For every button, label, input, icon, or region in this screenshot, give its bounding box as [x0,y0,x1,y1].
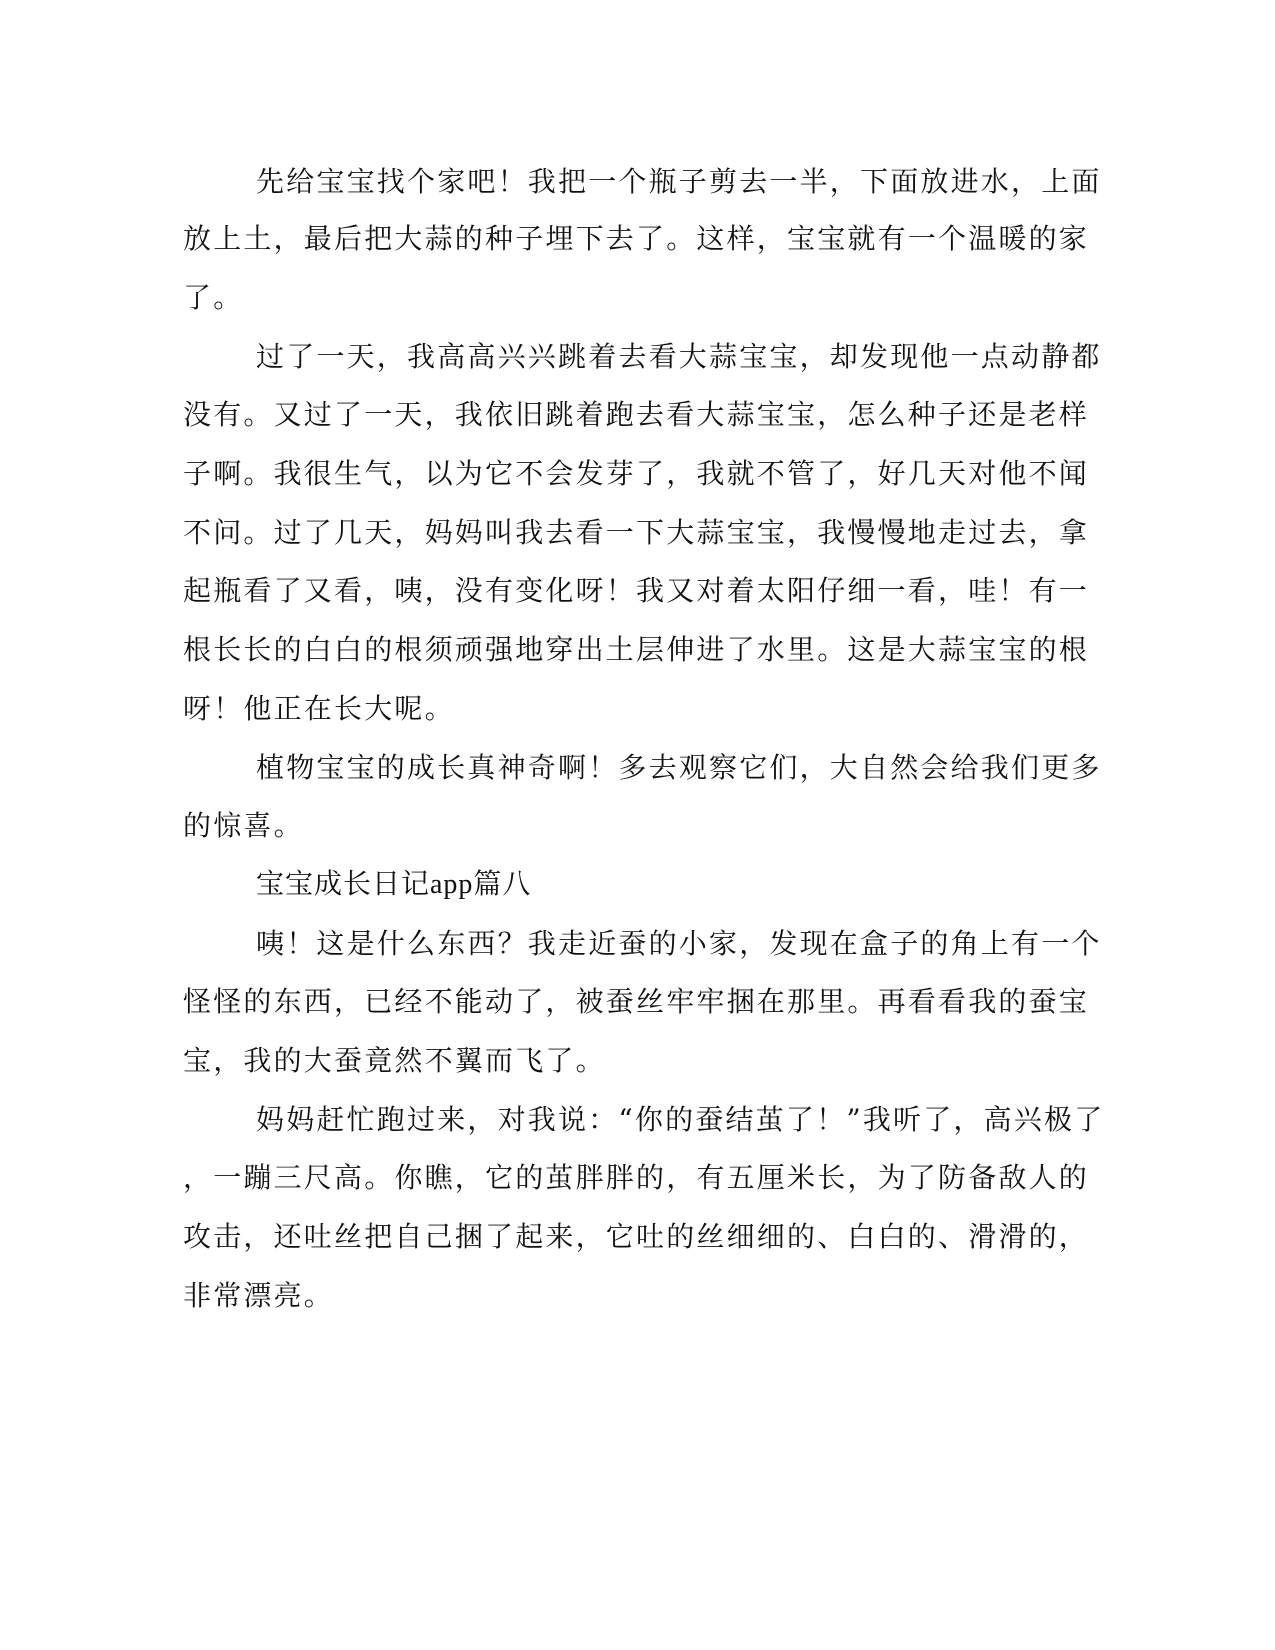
paragraph-4-line-2: 怪怪的东西，已经不能动了，被蚕丝牢牢捆在那里。再看看我的蚕宝 [183,985,1090,1018]
paragraph-1-line-1: 先给宝宝找个家吧！我把一个瓶子剪去一半，下面放进水，上面 [256,165,1102,198]
section-heading: 宝宝成长日记app篇八 [256,869,532,900]
paragraph-4-line-3: 宝，我的大蚕竟然不翼而飞了。 [183,1044,606,1077]
paragraph-4-line-1: 咦！这是什么东西？我走近蚕的小家，发现在盒子的角上有一个 [256,927,1102,960]
paragraph-2-line-3: 子啊。我很生气，以为它不会发芽了，我就不管了，好几天对他不闻 [183,457,1090,490]
paragraph-2-line-5: 起瓶看了又看，咦，没有变化呀！我又对着太阳仔细一看，哇！有一 [183,574,1090,607]
paragraph-5-line-2: ，一蹦三尺高。你瞧，它的茧胖胖的，有五厘米长，为了防备敌人的 [183,1161,1090,1194]
paragraph-2-line-6: 根长长的白白的根须顽强地穿出土层伸进了水里。这是大蒜宝宝的根 [183,633,1090,666]
paragraph-2-line-1: 过了一天，我高高兴兴跳着去看大蒜宝宝，却发现他一点动静都 [256,340,1102,373]
paragraph-1-line-2: 放上土，最后把大蒜的种子埋下去了。这样，宝宝就有一个温暖的家 [183,222,1090,255]
paragraph-5-line-1: 妈妈赶忙跑过来，对我说：“你的蚕结茧了！”我听了，高兴极了 [256,1103,1105,1136]
paragraph-2-line-7: 呀！他正在长大呢。 [183,692,455,725]
paragraph-3-line-1: 植物宝宝的成长真神奇啊！多去观察它们，大自然会给我们更多 [256,751,1102,784]
paragraph-1-line-3: 了。 [183,281,244,314]
paragraph-2-line-2: 没有。又过了一天，我依旧跳着跑去看大蒜宝宝，怎么种子还是老样 [183,398,1090,431]
paragraph-5-line-3: 攻击，还吐丝把自己捆了起来，它吐的丝细细的、白白的、滑滑的， [183,1220,1090,1253]
paragraph-2-line-4: 不问。过了几天，妈妈叫我去看一下大蒜宝宝，我慢慢地走过去，拿 [183,516,1090,549]
paragraph-3-line-2: 的惊喜。 [183,809,304,842]
paragraph-5-line-4: 非常漂亮。 [183,1279,335,1312]
